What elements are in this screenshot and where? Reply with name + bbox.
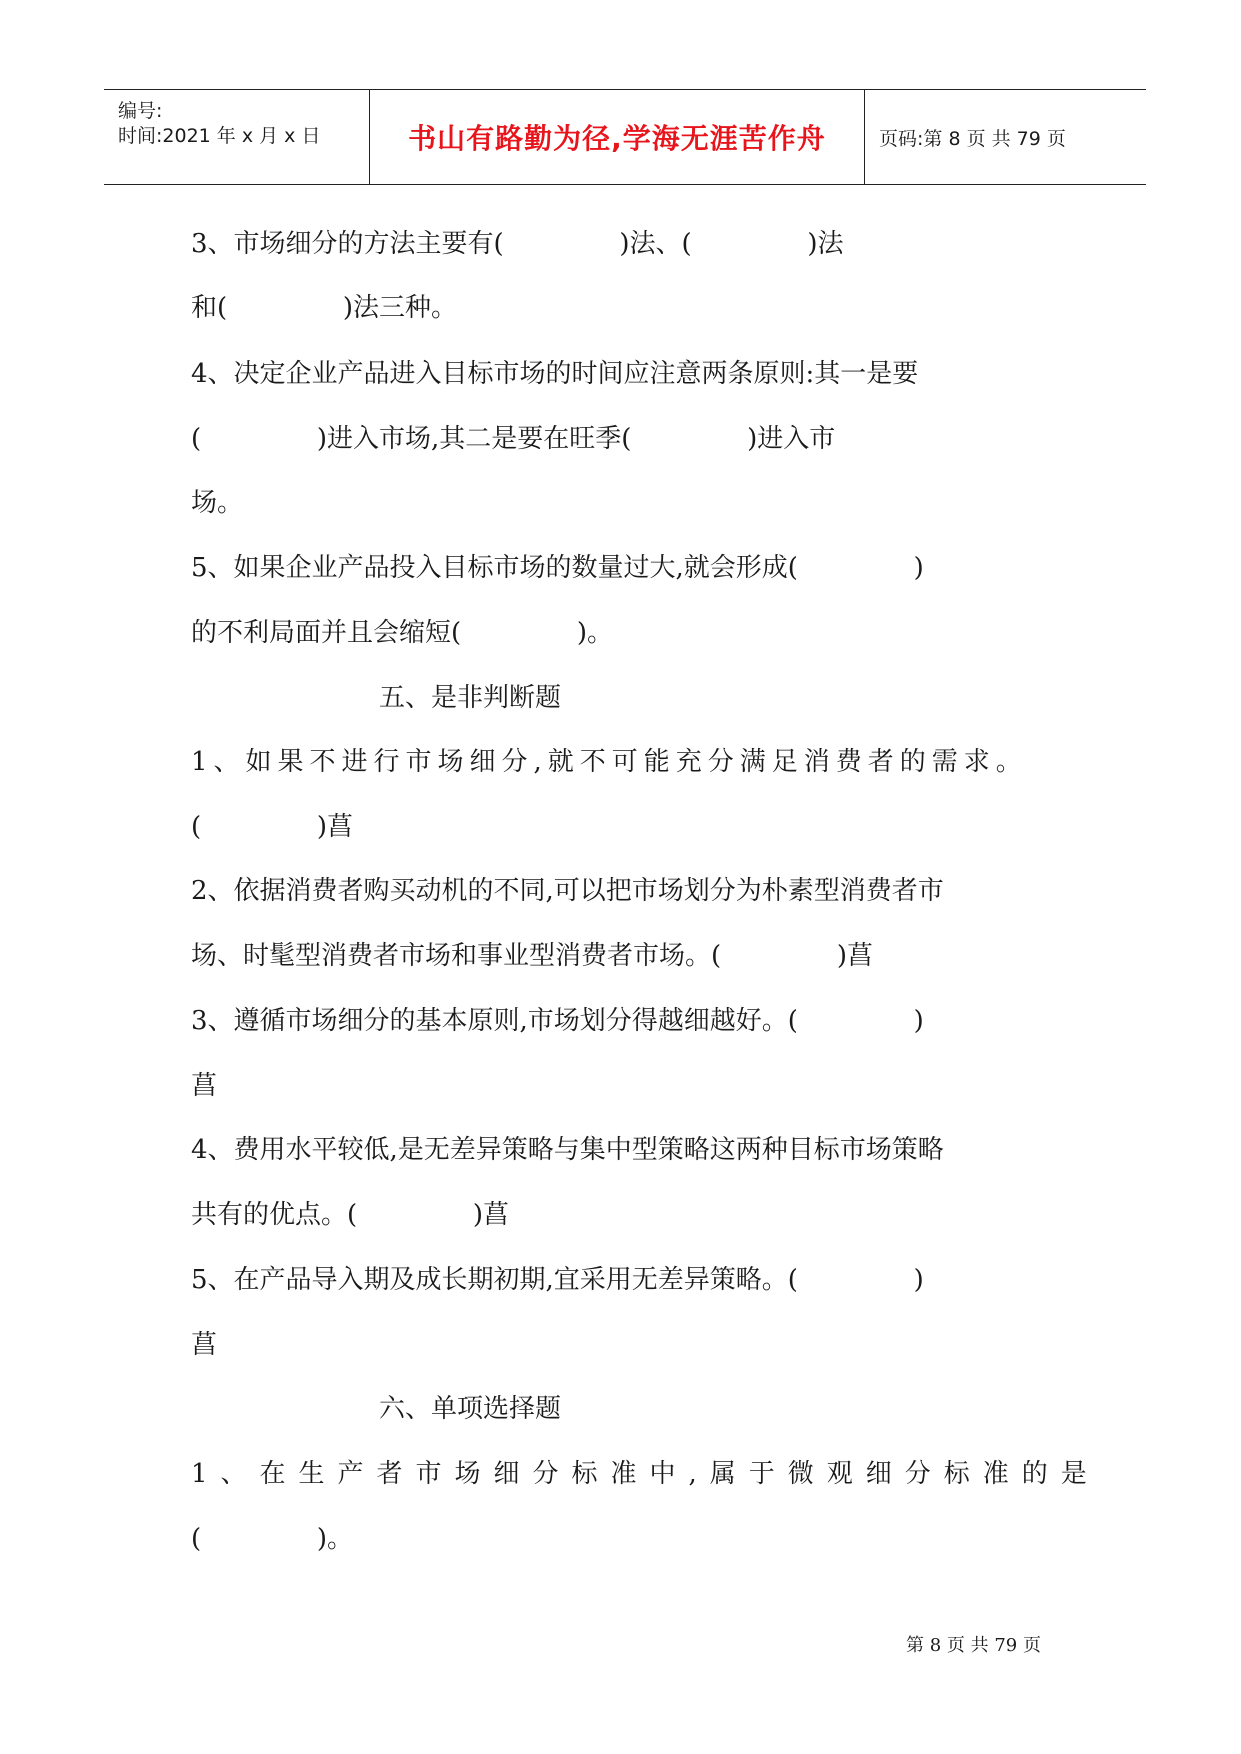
header-page-cell (865, 90, 1146, 184)
true-false-4-line-2: 共有的优点。( )菖 (191, 1200, 509, 1230)
multiple-choice-1-line-1: 1、在生产者市场细分标准中,属于微观细分标准的是 (191, 1459, 1100, 1489)
true-false-4-line-1: 4、费用水平较低,是无差异策略与集中型策略这两种目标市场策略 (191, 1135, 944, 1165)
header-meta-cell (104, 90, 370, 184)
section-6-title: 六、单项选择题 (379, 1394, 562, 1424)
question-4-line-1: 4、决定企业产品进入目标市场的时间应注意两条原则:其一是要 (191, 359, 919, 389)
document-time-label: 时间:2021 年 x 月 x 日 (118, 125, 321, 147)
true-false-2-line-1: 2、依据消费者购买动机的不同,可以把市场划分为朴素型消费者市 (191, 876, 944, 906)
true-false-1-line-1: 1、如果不进行市场细分,就不可能充分满足消费者的需求。 (191, 747, 1028, 777)
document-code-label: 编号: (118, 100, 163, 122)
header-page-label: 页码:第 8 页 共 79 页 (879, 127, 1066, 150)
true-false-1-line-2: ( )菖 (191, 812, 353, 842)
page-footer-number: 第 8 页 共 79 页 (906, 1635, 1041, 1656)
multiple-choice-1-line-2: ( )。 (191, 1524, 353, 1554)
question-4-line-3: 场。 (191, 488, 244, 518)
question-5-line-1: 5、如果企业产品投入目标市场的数量过大,就会形成( ) (191, 553, 924, 583)
header-motto: 书山有路勤为径,学海无涯苦作舟 (408, 122, 826, 155)
true-false-5-line-1: 5、在产品导入期及成长期初期,宜采用无差异策略。( ) (191, 1265, 924, 1295)
question-3-line-1: 3、市场细分的方法主要有( )法、( )法 (191, 229, 844, 259)
question-5-line-2: 的不利局面并且会缩短( )。 (191, 618, 613, 648)
true-false-3-line-1: 3、遵循市场细分的基本原则,市场划分得越细越好。( ) (191, 1006, 924, 1036)
header-motto-cell (370, 90, 865, 184)
true-false-3-line-2: 菖 (191, 1071, 218, 1101)
question-3-line-2: 和( )法三种。 (191, 293, 457, 323)
section-5-title: 五、是非判断题 (379, 683, 562, 713)
true-false-2-line-2: 场、时髦型消费者市场和事业型消费者市场。( )菖 (191, 941, 873, 971)
question-4-line-2: ( )进入市场,其二是要在旺季( )进入市 (191, 424, 836, 454)
true-false-5-line-2: 菖 (191, 1330, 218, 1360)
document-header (104, 89, 1146, 185)
